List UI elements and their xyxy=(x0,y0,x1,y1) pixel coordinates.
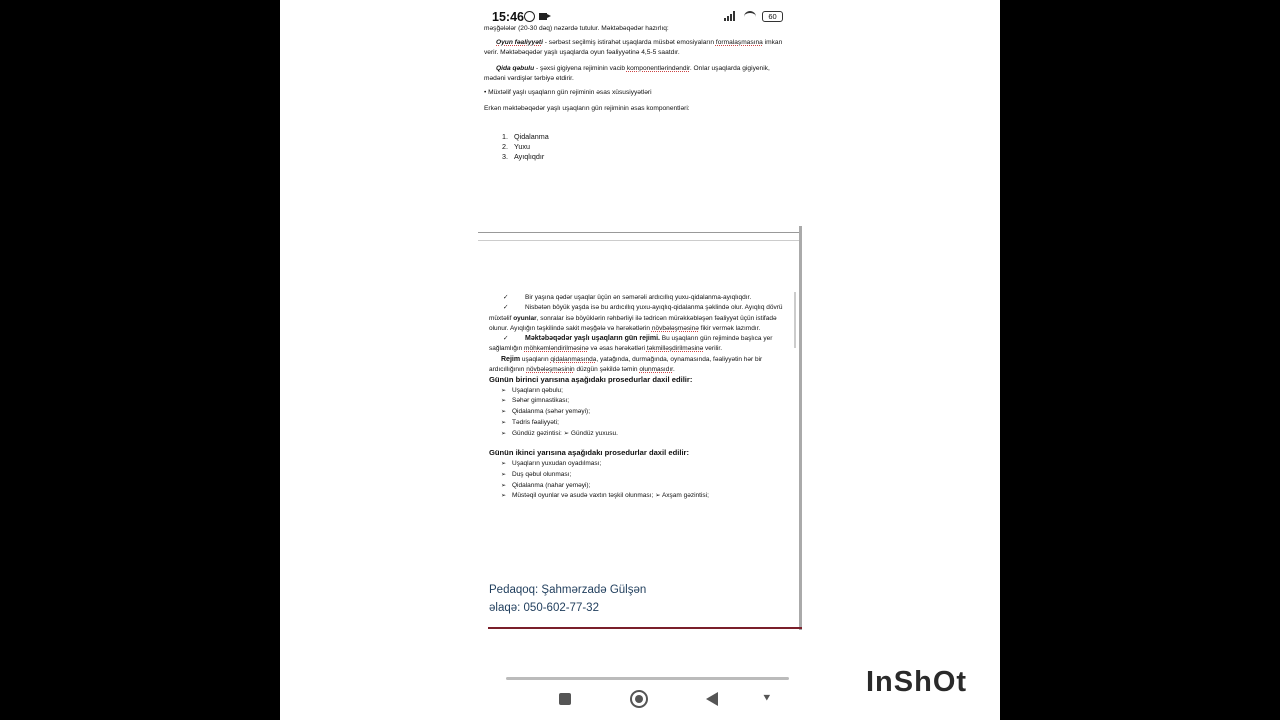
components-list xyxy=(484,132,784,162)
check-paragraph-3 xyxy=(489,334,789,355)
battery-icon: 60 xyxy=(762,11,783,22)
text: növbələşməsinin xyxy=(526,366,575,374)
text: növbələşməsinə xyxy=(651,324,699,332)
text: . xyxy=(672,366,675,374)
list-item: 1. Qidalanma xyxy=(510,132,784,142)
page-divider xyxy=(478,232,800,233)
phone-screen xyxy=(280,0,1000,720)
text: düzgün şəkildə təmin xyxy=(574,366,640,374)
list-item: ➢ Müstəqil oyunlar və asudə vaxtın təşkil olunması; ➢ Axşam gəzintisi; xyxy=(501,491,789,502)
text: uşaqların xyxy=(520,355,551,363)
check-paragraph-2 xyxy=(489,303,789,334)
list-item: ➢ Səhər gimnastikası; xyxy=(501,396,789,407)
text: Bir yaşına qədər uşaqlar üçün ən səmərəli ardıcıllıq yuxu-qidalanma-ayıqlıqdır. xyxy=(525,294,752,301)
list-item: ➢ Uşaqların qəbulu; xyxy=(501,386,789,397)
text: , sonralar isə böyüklərin rəhbərliyi ilə tədricən mürəkkəbləşən fəaliyyət üçün istifadə olunur. Ayıqlığın təşkilində sakit məşğələ və hərəkətlərin xyxy=(489,314,777,332)
recents-button[interactable] xyxy=(559,693,571,705)
back-button[interactable] xyxy=(706,692,718,706)
gesture-bar[interactable] xyxy=(506,677,789,680)
text: verilir. xyxy=(703,345,723,353)
list-item: ➢ Gündüz gəzintisi: ➢ Gündüz yuxusu. xyxy=(501,429,789,440)
text: möhkəmləndirilməsinə xyxy=(524,345,589,353)
text: və əsas hərəkətləri xyxy=(588,345,647,353)
rejim-paragraph xyxy=(489,355,789,376)
whatsapp-icon xyxy=(524,11,535,22)
list-item: ➢ Qidalanma (səhər yeməyi); xyxy=(501,407,789,418)
text: Rejim xyxy=(501,355,521,363)
list-item: 2. Yuxu xyxy=(510,142,784,152)
list-item: ➢ Tədris fəaliyyəti; xyxy=(501,418,789,429)
teacher-name: Pedaqoq: Şahmərzadə Gülşən xyxy=(489,584,647,596)
components-intro: Erkən məktəbəqədər yaşlı uşaqların gün rejiminin əsas komponentləri: xyxy=(484,105,690,112)
footer-rule xyxy=(488,627,802,629)
paragraph-qida xyxy=(484,64,784,84)
text: - sərbəst seçilmiş istirahət uşaqlarda müsbət emosiyaların xyxy=(542,39,716,46)
document-page-bottom xyxy=(489,293,789,508)
text: Bu uşaqların gün rejimində başlıca yer sağlamlığın xyxy=(489,335,773,353)
text: imkan verir. Məktəbəqədər yaşlı uşaqlarda oyun fəaliyyətinə 4,5-5 saatdır. xyxy=(484,39,783,56)
paragraph xyxy=(484,24,784,34)
text: fikir vermək lazımdır. xyxy=(698,324,761,332)
first-half-list xyxy=(489,386,789,440)
text: təkmilləşdirilməsinə xyxy=(646,345,704,353)
second-half-heading: Günün ikinci yarısına aşağıdakı prosedurlar daxil edilir: xyxy=(489,447,690,457)
text: , yatağında, durmağında, oynamasında, fəaliyyətin hər bir ardıcıllığının xyxy=(489,355,763,374)
teacher-contact: əlaqə: 050-602-77-32 xyxy=(489,601,599,614)
second-half-list xyxy=(489,459,789,502)
text: Nisbətən böyük yaşda isə bu ardıcıllıq yuxu-ayıqlıq-qidalanma şəklində olur. Ayıqlıq dövrü müxtəlif xyxy=(489,304,783,322)
text: Məktəbəqədər yaşlı uşaqların gün rejimi. xyxy=(525,335,660,343)
check-paragraph-1 xyxy=(489,293,789,303)
list-item: ➢ Uşaqların yuxudan oyadılması; xyxy=(501,459,789,470)
checkmark-icon: ✓ xyxy=(503,335,509,343)
document-page-top xyxy=(484,24,784,162)
checkmark-icon: ✓ xyxy=(503,294,509,301)
text: formalaşmasına xyxy=(715,39,763,46)
wifi-icon xyxy=(744,11,756,23)
paragraph-oyun xyxy=(484,38,784,58)
first-half-heading: Günün birinci yarısına aşağıdakı prosedurlar daxil edilir: xyxy=(489,375,693,385)
status-time: 15:46 xyxy=(492,10,524,24)
hide-keyboard-icon[interactable]: ⯆ xyxy=(762,691,772,705)
signal-icon xyxy=(724,11,736,21)
text: komponentlərindəndir xyxy=(626,65,690,72)
bullet-line: • Müxtəlif yaşlı uşaqların gün rejiminin əsas xüsusiyyətləri xyxy=(484,89,652,96)
text: - şəxsi gigiyena rejiminin vacib xyxy=(534,65,627,72)
qida-title: Qida qəbulu xyxy=(496,65,535,72)
text: . Onlar uşaqlarda gigiyenik, mədəni vərdişlər tərbiyə etdirir. xyxy=(484,65,770,82)
text: oyunlar xyxy=(513,314,537,322)
text: qidalanmasında xyxy=(550,355,597,363)
oyun-title: Oyun fəaliyyəti xyxy=(496,39,543,46)
scrollbar[interactable] xyxy=(794,292,796,348)
list-item: ➢ Qidalanma (nahar yeməyi); xyxy=(501,481,789,492)
page-divider xyxy=(478,240,800,241)
video-camera-icon xyxy=(539,13,547,20)
list-item: 3. Ayıqlıqdır xyxy=(510,152,784,162)
list-item: ➢ Duş qəbul olunması; xyxy=(501,470,789,481)
inshot-watermark: InShOt xyxy=(866,666,968,698)
home-button[interactable] xyxy=(630,690,648,708)
checkmark-icon: ✓ xyxy=(503,304,509,312)
text: məşğələlər (20-30 dəq) nəzərdə tutulur. Məktəbəqədər hazırlıq: xyxy=(484,25,669,32)
text: olunmasıdır xyxy=(639,366,673,374)
page-edge xyxy=(799,226,802,630)
teacher-info xyxy=(489,582,646,617)
